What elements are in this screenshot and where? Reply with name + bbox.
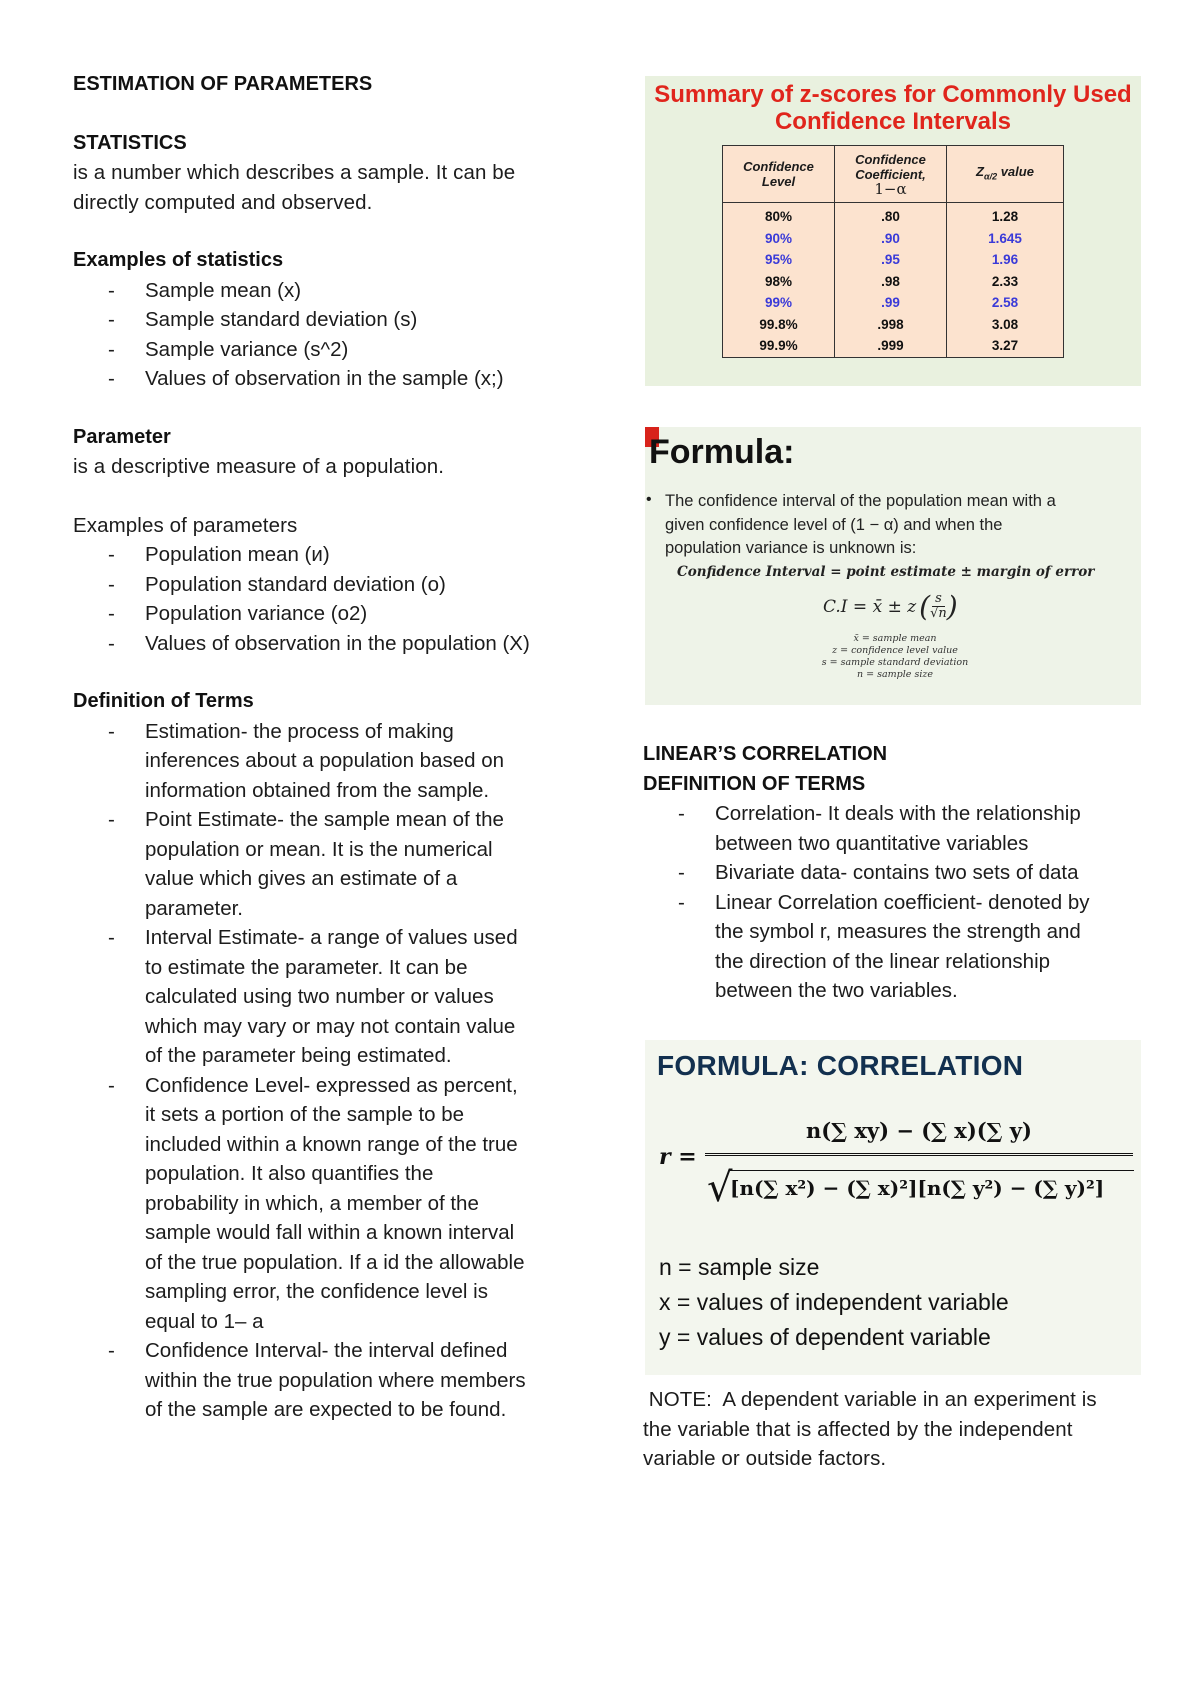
list-item: - Confidence Level- expressed as percent, it sets a portion of the sample to be included within a known range of the true population. It also quantifies the probability in which, a member of the sample would fall within a known interval of the true population. If a id the allowable sampling error, the confidence level is equal to 1– a <box>108 1073 525 1333</box>
note <box>643 1385 1163 1474</box>
header-confidence-level: Confidence Level <box>723 146 835 203</box>
list-item: - Population standard deviation (o) <box>108 572 446 596</box>
parameter-definition: is a descriptive measure of a population. <box>73 455 445 478</box>
fraction-bar <box>705 1153 1133 1156</box>
table-row: 98% .98 2.33 <box>723 271 1064 293</box>
statistics-definition-line: is a number which describes a sample. It can be <box>73 161 516 184</box>
table-row: 95% .95 1.96 <box>723 249 1064 271</box>
table-row: 80% .80 1.28 <box>723 203 1064 228</box>
zscore-table <box>722 145 1064 358</box>
left-column <box>73 70 593 1425</box>
list-item: - Bivariate data- contains two sets of data <box>678 861 1079 884</box>
correlation-section <box>643 740 1153 1006</box>
list-item: - Sample standard deviation (s) <box>108 308 418 331</box>
document-title: ESTIMATION OF PARAMETERS <box>73 73 373 95</box>
definition-of-terms-heading: Definition of Terms <box>73 690 254 712</box>
definition-of-terms-heading: DEFINITION OF TERMS <box>643 772 866 795</box>
list-item: - Estimation- the process of making inferences about a population based on information obtained from the sample. <box>108 719 505 802</box>
examples-parameters-list <box>73 540 593 658</box>
formula-description: The confidence interval of the population mean with a given confidence level of (1 − α) and when the population variance is unknown is: <box>665 492 1056 557</box>
header-z-value: $Z_{\alpha/2}$ value <box>947 146 1064 203</box>
list-item: - Sample mean (x) <box>108 278 302 302</box>
list-item: - Population variance (o2) <box>108 602 368 625</box>
header-confidence-coefficient: Confidence Coefficient, 1−α <box>835 146 947 203</box>
parameter-heading: Parameter <box>73 425 171 448</box>
statistics-heading: STATISTICS <box>73 131 187 154</box>
correlation-legend: n = sample size x = values of independent variable y = values of dependent variable <box>659 1254 1009 1350</box>
list-item: - Population mean (и) <box>108 543 330 566</box>
correlation-definitions-list <box>643 799 1153 1006</box>
correlation-formula-title: FORMULA: CORRELATION <box>657 1050 1024 1081</box>
table-row: 90% .90 1.645 <box>723 228 1064 250</box>
note-line: the variable that is affected by the independent <box>643 1417 1073 1441</box>
list-item: - Correlation- It deals with the relationship between two quantitative variables <box>678 802 1081 855</box>
ci-equation: C.I = x̄ ± z ( s √n ) <box>823 590 958 623</box>
definitions-list <box>73 717 593 1425</box>
confidence-interval-formula-figure <box>645 427 1141 705</box>
linear-correlation-heading: LINEAR’S CORRELATION <box>643 743 888 765</box>
table-row: 99.9% .999 3.27 <box>723 335 1064 357</box>
correlation-formula-figure <box>645 1040 1141 1375</box>
note-line: NOTE: A dependent variable in an experiment is <box>643 1388 1097 1411</box>
correlation-denominator: [n(∑ x²) − (∑ x)²][n(∑ y²) − (∑ y)²] <box>730 1170 1134 1200</box>
list-item: - Values of observation in the population (X) <box>108 631 530 655</box>
correlation-numerator: n(∑ xy) − (∑ x)(∑ y) <box>806 1118 1032 1143</box>
formula-title: Formula: <box>649 433 795 471</box>
list-item: - Sample variance (s^2) <box>108 337 349 361</box>
examples-statistics-heading: Examples of statistics <box>73 249 284 271</box>
zscore-summary-figure <box>645 76 1141 386</box>
examples-statistics-list <box>73 276 593 394</box>
note-line: variable or outside factors. <box>643 1447 887 1470</box>
statistics-definition-line: directly computed and observed. <box>73 190 373 214</box>
list-item: - Confidence Interval- the interval defined within the true population where members of the sample are expected to be found. <box>108 1339 526 1421</box>
list-item: - Values of observation in the sample (x;) <box>108 367 504 390</box>
r-label: r = <box>659 1144 697 1170</box>
examples-parameters-heading: Examples of parameters <box>73 513 298 537</box>
ci-definition: Confidence Interval = point estimate ± margin of error <box>677 564 1095 580</box>
list-item: - Point Estimate- the sample mean of the population or mean. It is the numerical value which gives an estimate of a parameter. <box>108 808 504 920</box>
bullet-icon: • <box>646 491 652 508</box>
sqrt-icon: √ <box>707 1165 733 1211</box>
list-item: - Interval Estimate- a range of values used to estimate the parameter. It can be calculated using two number or values which may vary or may not contain value of the parameter being estimated. <box>108 926 518 1067</box>
list-item: - Linear Correlation coefficient- denoted by the symbol r, measures the strength and the direction of the linear relationship between the two variables. <box>678 890 1090 1002</box>
table-row: 99% .99 2.58 <box>723 292 1064 314</box>
table-row: 99.8% .998 3.08 <box>723 314 1064 336</box>
table-header-row <box>723 146 1064 203</box>
ci-legend: x̄ = sample mean z = confidence level value s = sample standard deviation n = sample size <box>821 633 969 680</box>
zscore-title: Summary of z-scores for Commonly Used Confidence Intervals <box>654 81 1132 135</box>
